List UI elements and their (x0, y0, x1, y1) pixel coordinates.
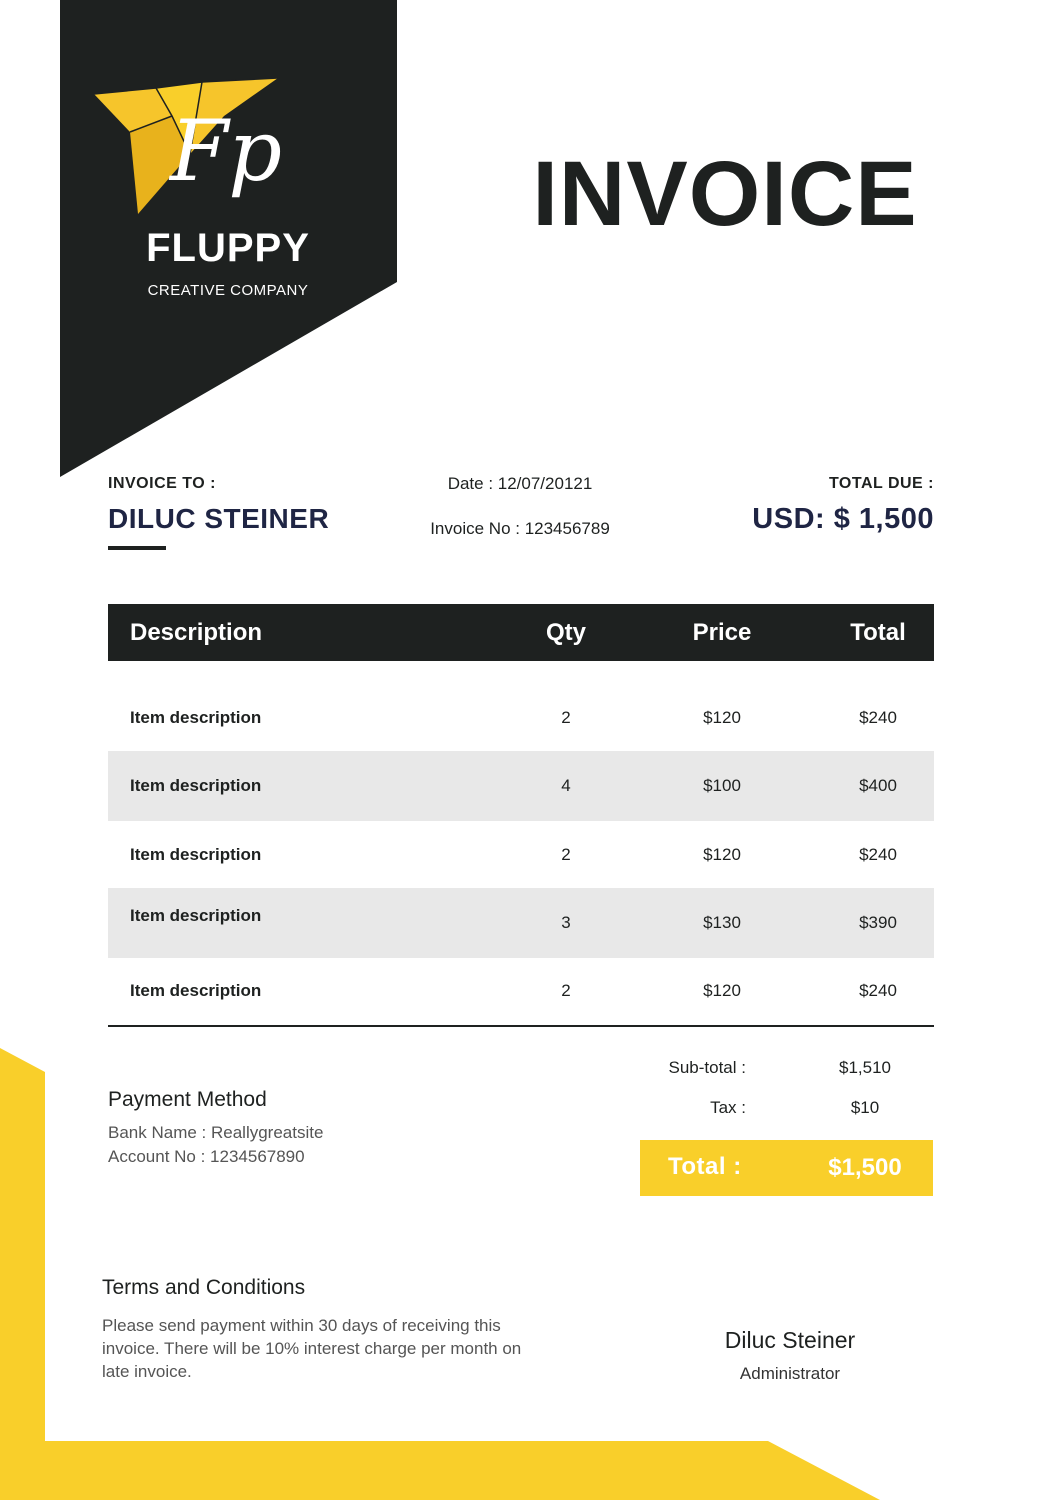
row-qty: 2 (561, 981, 571, 1000)
grand-total-label: Total : (668, 1153, 742, 1180)
row-total: $240 (859, 844, 897, 864)
row-total: $400 (859, 776, 897, 795)
row-total: $240 (859, 708, 897, 727)
row-description: Item description (130, 906, 262, 925)
client-name-underline (108, 546, 166, 550)
tax-value: $10 (850, 1098, 880, 1117)
row-qty: 4 (561, 776, 571, 795)
table-row (108, 821, 934, 888)
items-table (108, 604, 934, 1024)
row-qty: 3 (561, 913, 571, 932)
signatory-name: Diluc Steiner (724, 1327, 856, 1353)
invoice-to-label: INVOICE TO : (108, 475, 216, 492)
left-yellow-strip (0, 1048, 45, 1500)
row-price: $120 (703, 844, 741, 864)
table-row (108, 958, 934, 1024)
invoice-number: Invoice No : 123456789 (430, 519, 610, 538)
payment-account-number: Account No : 1234567890 (108, 1147, 305, 1166)
table-row (108, 685, 934, 751)
row-qty: 2 (561, 708, 571, 727)
table-row (108, 888, 934, 958)
row-total: $390 (859, 913, 897, 932)
origami-bird-logo-icon (94, 76, 304, 218)
row-price: $100 (703, 776, 741, 795)
header-price: Price (692, 618, 752, 646)
row-description: Item description (130, 844, 262, 864)
bottom-yellow-strip (45, 1441, 880, 1500)
row-price: $120 (703, 981, 741, 1000)
row-total: $240 (859, 981, 897, 1000)
page-title: INVOICE (532, 143, 918, 245)
row-price: $130 (703, 913, 741, 932)
table-row (108, 751, 934, 821)
grand-total-box (640, 1140, 933, 1196)
row-description: Item description (130, 981, 262, 1000)
header-qty: Qty (545, 618, 586, 646)
brand-monogram: Fp (170, 102, 283, 200)
header-description: Description (130, 618, 263, 646)
subtotal-value: $1,510 (839, 1058, 891, 1077)
subtotal-label: Sub-total : (668, 1058, 746, 1077)
client-name: DILUC STEINER (108, 503, 330, 534)
row-description: Item description (130, 708, 262, 727)
signatory-title: Administrator (739, 1364, 841, 1383)
invoice-date: Date : 12/07/20121 (447, 474, 593, 493)
total-due-amount: USD: $ 1,500 (752, 503, 934, 535)
row-qty: 2 (561, 844, 571, 864)
grand-total-value: $1,500 (828, 1154, 902, 1181)
payment-method-title: Payment Method (108, 1088, 267, 1111)
brand-tagline: CREATIVE COMPANY (147, 282, 309, 299)
brand-name: FLUPPY (146, 226, 310, 270)
total-due-label: TOTAL DUE : (828, 475, 934, 492)
row-price: $120 (703, 708, 741, 727)
tax-label: Tax : (710, 1098, 746, 1117)
row-description: Item description (130, 776, 262, 795)
header-total: Total (850, 618, 906, 646)
table-bottom-divider (108, 1025, 934, 1027)
payment-bank-name: Bank Name : Reallygreatsite (108, 1123, 324, 1142)
terms-text: Please send payment within 30 days of receiving this invoice. There will be 10% interest charge per month on late invoice. (102, 1316, 522, 1381)
table-header (108, 604, 934, 661)
terms-title: Terms and Conditions (102, 1276, 306, 1299)
